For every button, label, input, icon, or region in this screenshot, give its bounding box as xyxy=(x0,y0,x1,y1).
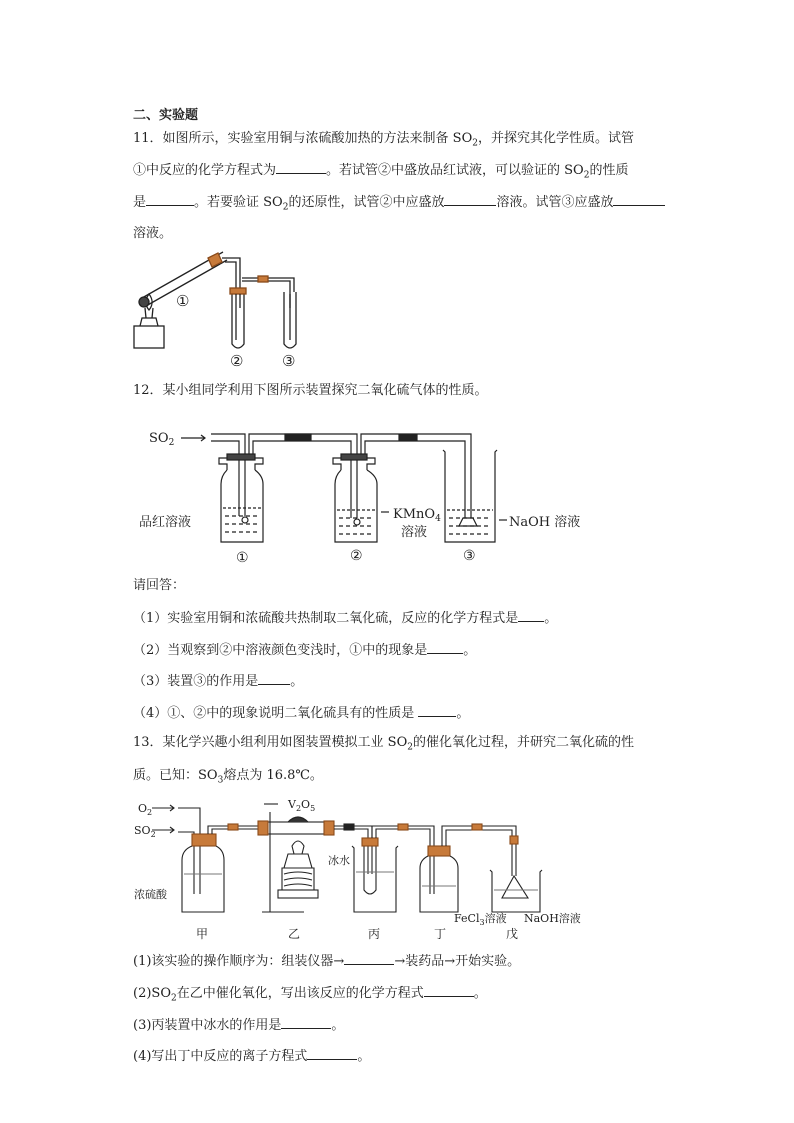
so2-inlet-label: $SO_2$ xyxy=(149,431,175,448)
kmno4-label-2: 溶液 xyxy=(401,525,428,540)
q11-apparatus-figure xyxy=(128,248,318,370)
q13-sub3: (3)丙装置中冰水的作用是 。 xyxy=(133,1018,345,1033)
bottle-label-3: ③ xyxy=(463,548,476,564)
q12-intro: 12．某小组同学利用下图所示装置探究二氧化硫气体的性质。 xyxy=(133,383,488,398)
bottle-label-1: ① xyxy=(236,550,249,566)
q13-sub1: (1)该实验的操作顺序为：组装仪器→ →装药品→开始实验。 xyxy=(133,954,521,969)
tube-label-1: ① xyxy=(176,292,190,310)
q13-sub2: $(2)SO_2$在乙中催化氧化，写出该反应的化学方程式 。 xyxy=(133,986,487,1004)
ice-label: 冰水 xyxy=(328,854,350,867)
bottle-label-2: ② xyxy=(350,548,363,564)
tube-label-3: ③ xyxy=(282,352,296,370)
answer-blank[interactable] xyxy=(146,193,194,206)
q13-line2: 质。已知：$SO_3$熔点为 16.8℃。 xyxy=(133,768,323,786)
naoh-label: NaOH 溶液 xyxy=(509,515,581,530)
q11-line3: 是 。若要验证 $SO_2$的还原性，试管②中应盛放 溶液。试管③应盛放 xyxy=(133,193,665,217)
v2o5-label: $V_2O_5$ xyxy=(288,798,316,813)
answer-blank[interactable] xyxy=(424,984,474,997)
apparatus-name-wu: 戊 xyxy=(506,927,519,941)
so2-label: $SO_2$ xyxy=(134,824,156,839)
q12-apparatus-figure xyxy=(135,424,585,572)
tube-label-2: ② xyxy=(230,352,244,370)
q12-sub1: （1）实验室用铜和浓硫酸共热制取二氧化硫，反应的化学方程式是 。 xyxy=(133,611,558,626)
answer-blank[interactable] xyxy=(444,193,496,206)
q12-sub2: （2）当观察到②中溶液颜色变浅时，①中的现象是 。 xyxy=(133,643,477,658)
q11-line2: ①中反应的化学方程式为 。若试管②中盛放品红试液，可以验证的 $SO_2$的性质 xyxy=(133,163,629,181)
q13-line1: 13．某化学兴趣小组利用如图装置模拟工业 $SO_2$的催化氧化过程，并研究二氧化硫的性 xyxy=(133,735,634,753)
q12-prompt: 请回答： xyxy=(133,578,186,593)
q12-sub4: （4）①、②中的现象说明二氧化硫具有的性质是 。 xyxy=(133,706,470,721)
apparatus-name-ding: 丁 xyxy=(434,927,447,941)
acid-label: 浓硫酸 xyxy=(134,888,167,901)
o2-label: $O_2$ xyxy=(138,802,153,817)
apparatus-name-bing: 丙 xyxy=(368,927,381,941)
answer-blank[interactable] xyxy=(258,672,290,685)
q11-line1: 11．如图所示，实验室用铜与浓硫酸加热的方法来制备 $SO_2$，并探究其化学性质。试管 xyxy=(133,131,634,149)
answer-blank[interactable] xyxy=(613,193,665,206)
q12-sub3: （3）装置③的作用是 。 xyxy=(133,674,304,689)
pinhong-label: 品红溶液 xyxy=(139,515,192,530)
alcohol-lamp-base xyxy=(134,326,164,348)
answer-blank[interactable] xyxy=(276,161,326,174)
answer-blank[interactable] xyxy=(518,609,544,622)
answer-blank[interactable] xyxy=(307,1047,357,1060)
answer-blank[interactable] xyxy=(344,952,394,965)
apparatus-name-yi: 乙 xyxy=(288,927,301,941)
answer-blank[interactable] xyxy=(281,1016,331,1029)
answer-blank[interactable] xyxy=(427,641,463,654)
fecl3-label: FeCl$_3$溶液 xyxy=(454,912,507,927)
q13-apparatus-figure xyxy=(132,794,592,946)
apparatus-name-jia: 甲 xyxy=(196,927,209,941)
q11-line4: 溶液。 xyxy=(133,226,173,241)
kmno4-label: KMnO$_4$ xyxy=(393,507,441,524)
section-title: 二、实验题 xyxy=(133,108,199,123)
answer-blank[interactable] xyxy=(418,704,456,717)
naoh-label: NaOH溶液 xyxy=(524,912,581,925)
q13-sub4: (4)写出丁中反应的离子方程式 。 xyxy=(133,1049,371,1064)
